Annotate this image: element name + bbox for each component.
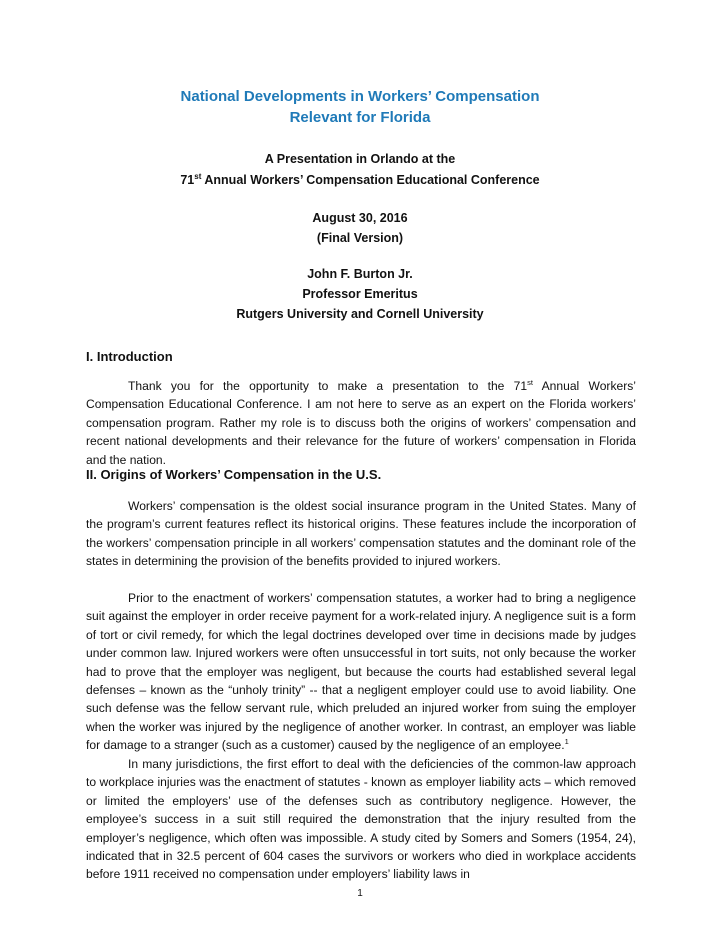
document-title-line-2: Relevant for Florida <box>289 109 431 126</box>
author-affiliation: Rutgers University and Cornell University <box>236 307 484 321</box>
page-number: 1 <box>357 888 363 899</box>
conference-name: Annual Workers’ Compensation Educational Conference <box>201 173 540 188</box>
section-heading-introduction: I. Introduction <box>86 349 173 364</box>
paragraph-origins-1: Workers’ compensation is the oldest social insurance program in the United States. Many of the program’s current features reflect its historical origins. These features include the incorporation of the workers’ compensation principle in all workers’ compensation statutes and the dominant role of the states in determining the provision of the benefits provided to injured workers. <box>86 499 636 569</box>
conference-ordinal-suffix: st <box>194 172 202 181</box>
footnote-marker[interactable]: 1 <box>564 737 569 747</box>
conference-ordinal: 71 <box>180 173 195 188</box>
presentation-line-1: A Presentation in Orlando at the <box>264 152 456 166</box>
paragraph-origins-3: In many jurisdictions, the first effort to deal with the deficiencies of the common-law approach to workplace injuries was the enactment of statutes - known as employer liability acts – which removed or limited the employers’ use of the defenses such as contributory negligence. However, the employee’s success in a suit still required the demonstration that the injury resulted from the employer’s negligence, which often was impossible. A study cited by Somers and Somers (1954, 24), indicated that in 32.5 percent of 604 cases the survivors or workers who died in workplace accidents before 1911 received no compensation under employers’ liability laws in <box>86 757 636 882</box>
presentation-line-2 <box>0 172 720 187</box>
paragraph-origins-2: Prior to the enactment of workers’ compensation statutes, a worker had to bring a negligence suit against the employer in order receive payment for a work-related injury. A negligence suit is a form of tort or civil remedy, for which the legal doctrines developed over time in decisions made by judges under common law. Injured workers were often unsuccessful in tort suits, not only because the worker had to prove that the employer was negligent, but because the courts had established several legal defenses – known as the “unholy trinity” -- that a negligent employer could use to avoid liability. One such defense was the fellow servant rule, which preluded an injured worker from suing the employer when the worker was injured by the negligence of another worker. In contrast, an employer was liable for damage to a stranger (such as a customer) caused by the negligence of an employee.$^1$ <box>86 591 636 753</box>
author-name: John F. Burton Jr. <box>307 267 413 281</box>
section-heading-origins: II. Origins of Workers’ Compensation in the U.S. <box>86 467 382 482</box>
author-title: Professor Emeritus <box>302 287 418 301</box>
presentation-date: August 30, 2016 <box>312 211 408 225</box>
document-version: (Final Version) <box>316 231 404 245</box>
paragraph-introduction: Thank you for the opportunity to make a presentation to the 71st Annual Workers’ Compensation Educational Conference. I am not here to serve as an expert on the Florida workers’ compensation program. Rather my role is to discuss both the origins of workers’ compensation and recent national developments and their relevance for the future of workers’ compensation in Florida and the nation. <box>86 377 636 467</box>
document-title-line-1: National Developments in Workers’ Compensation <box>180 88 540 105</box>
